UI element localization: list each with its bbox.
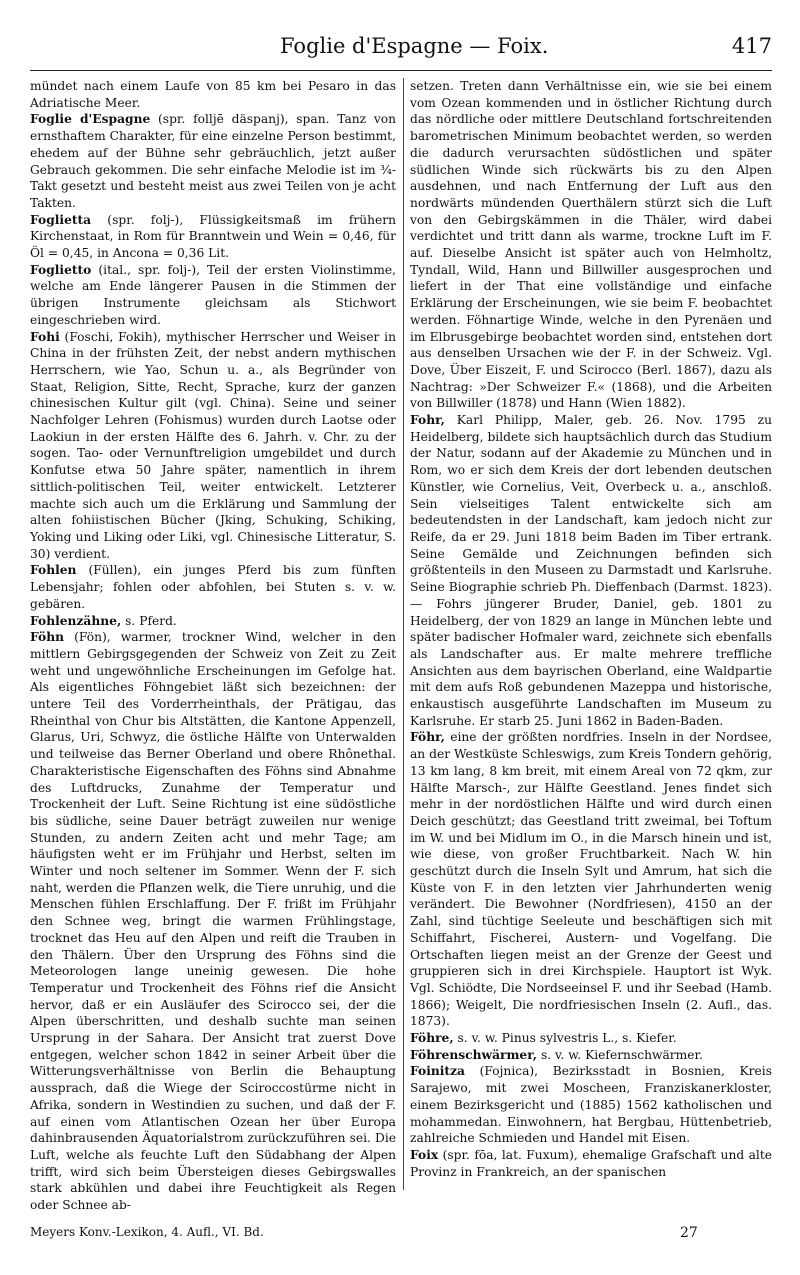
entry-headword: Föhn: [30, 629, 65, 645]
entry-headword: Fohi: [30, 328, 60, 344]
entry-text: setzen. Treten dann Verhältnisse ein, wie sie bei einem vom Ozean kommenden und in östlicher Richtung durch das nördliche oder mittlere Deutschland fortschreitenden barometrischen Minimum beobachtet werden, so werden die dadurch verursachten südöstlichen und später südlichen Winde sich rückwärts bis zu den Alpen ausdehnen, und nach Entfernung der Luft aus den nordwärts mündenden Querthälern stürzt sich die Luft von den Gebirgskämmen in die Thäler, wird dabei verdichtet und tritt dann als warme, trockne Luft im F. auf. Dieselbe Ansicht ist später auch von Helmholtz, Tyndall, Wild, Hann und Billwiller ausgesprochen und liefert in der That eine vollständige und einfache Erklärung der Erscheinungen, wie sie beim F. beobachtet werden. Föhnartige Winde, welche in den Pyrenäen und im Elbrusgebirge beobachtet worden sind, entstehen dort aus denselben Ursachen wie der F. in der Schweiz. Vgl. Dove, Über Eiszeit, F. und Scirocco (Berl. 1867), dazu als Nachtrag: »Der Schweizer F.« (1868), und die Arbeiten von Billwiller (1878) und Hann (Wien 1882).: [410, 79, 772, 411]
page-number: 417: [731, 34, 772, 58]
entry-headword: Foglietto: [30, 261, 92, 277]
publisher-line: Meyers Konv.-Lexikon, 4. Aufl., VI. Bd.: [30, 1225, 264, 1239]
right-column: [410, 78, 772, 1180]
entry-headword: Foglie d'Espagne: [30, 111, 151, 127]
entry: [30, 562, 396, 612]
entry: [410, 1047, 772, 1064]
entry-text: s. Pferd.: [121, 613, 177, 628]
page-header: [30, 30, 772, 71]
entry-headword: Föhr,: [410, 729, 445, 745]
dictionary-page: [30, 0, 772, 1275]
entry: [30, 613, 396, 630]
entry-text: (Fön), warmer, trockner Wind, welcher in den mittlern Gebirgsgegenden der Schweiz von Zeit zu Zeit weht und ungewöhnliche Erscheinungen im Gefolge hat. Als eigentliches Föhngebiet läßt sich bezeichnen: der untere Teil des Vorderrheinthals, der Prätigau, das Rheinthal von Chur bis Altstätten, die Kantone Appenzell, Glarus, Uri, Schwyz, die östliche Hälfte von Unterwalden und teilweise das Berner Oberland und obere Rhônethal. Charakteristische Eigenschaften des Föhns sind Abnahme des Luftdrucks, Zunahme der Temperatur und Trockenheit der Luft. Seine Richtung ist eine südöstliche bis südliche, seine Dauer beträgt zuweilen nur wenige Stunden, zu andern Zeiten acht und mehr Tage; am häufigsten weht er im Frühjahr und Herbst, selten im Winter und noch seltener im Sommer. Wenn der F. sich naht, werden die Pflanzen welk, die Tiere unruhig, und die Menschen fühlen Erschlaffung. Der F. frißt im Frühjahr den Schnee weg, bringt die warmen Frühlingstage, trocknet das Heu auf den Alpen und reift die Trauben in den Thälern. Über den Ursprung des Föhns sind die Meteorologen lange uneinig gewesen. Die hohe Temperatur und Trockenheit des Föhns rief die Ansicht hervor, daß er ein Ausläufer des Scirocco sei, der die Alpen überschritten, und deshalb suchte man seinen Ursprung in der Sahara. Der Ansicht trat zuerst Dove entgegen, welcher schon 1842 in seiner Arbeit über die Witterungsverhältnisse von Berlin die Behauptung aussprach, daß die Wiege der Sciroccostürme nicht in Afrika, sondern in Westindien zu suchen, und daß der F. auf einen vom Atlantischen Ozean her über Europa dahinbrausenden Äquatorialstrom zurückzuführen sei. Die Luft, welche als feuchte Luft den Südabhang der Alpen trifft, wird sich beim Übersteigen dieses Gebirgswalles stark abkühlen und dabei ihre Feuchtigkeit als Regen oder Schnee ab-: [30, 630, 396, 1213]
entry: [410, 78, 772, 412]
entry: [410, 412, 772, 729]
entry: [410, 1063, 772, 1147]
entry-text: (spr. folj-), Flüssigkeitsmaß im frühern Kirchenstaat, in Rom für Branntwein und Wein = 0,46, für Öl = 0,45, in Ancona = 0,36 Lit.: [30, 212, 396, 261]
entry-text: (Fojnica), Bezirksstadt in Bosnien, Kreis Sarajewo, mit zwei Moscheen, Franziskanerkloster, einem Bezirksgericht und (1885) 1562 katholischen und mohammedan. Einwohnern, hat Bergbau, Hüttenbetrieb, zahlreiche Schmieden und Handel mit Eisen.: [410, 1064, 772, 1146]
entry: [30, 111, 396, 211]
column-divider: [403, 78, 404, 1190]
entry-text: s. v. w. Kiefernschwärmer.: [537, 1047, 703, 1062]
entry-headword: Föhrenschwärmer,: [410, 1046, 538, 1062]
entry-text: (Füllen), ein junges Pferd bis zum fünften Lebensjahr; fohlen oder abfohlen, bei Stuten s. v. w. gebären.: [30, 563, 396, 611]
entry: [30, 78, 396, 111]
entry-text: s. v. w. Pinus sylvestris L., s. Kiefer.: [453, 1031, 677, 1046]
entry-text: (Foschi, Fokih), mythischer Herrscher und Weiser in China in der frühsten Zeit, der nebst andern mythischen Herrschern, wie Yao, Schun u. a., als Begründer von Staat, Religion, Sitte, Recht, Sprache, kurz der ganzen chinesischen Kultur gilt (vgl. China). Seine und seiner Nachfolger Lehren (Fohismus) wurden durch Laotse oder Laokiun in der ersten Hälfte des 6. Jahrh. v. Chr. zu der sogen. Tao- oder Vernunftreligion umgebildet und durch Konfutse etwa 50 Jahre später, namentlich in ihrem sittlich-politischen Teil, weiter entwickelt. Letzterer machte sich auch um die Erklärung und Sammlung der alten fohiistischen Bücher (Jking, Schuking, Schiking, Yoking und Liking oder Liki, vgl. Chinesische Litteratur, S. 30) verdient.: [30, 329, 396, 561]
entry-text: eine der größten nordfries. Inseln in der Nordsee, an der Westküste Schleswigs, zum Kreis Tondern gehörig, 13 km lang, 8 km breit, mit einem Areal von 72 qkm, zur Hälfte Marsch-, zur Hälfte Geestland. Jenes findet sich mehr in der nordöstlichen Hälfte und wird durch einen Deich geschützt; das Geestland tritt zweimal, bei Toftum im W. und bei Midlum im O., in die Marsch hinein und ist, wie diese, von großer Fruchtbarkeit. Nach W. hin geschützt durch die Inseln Sylt und Amrum, hat sich die Küste von F. in den letzten vier Jahrhunderten wenig verändert. Die Bewohner (Nordfriesen), 4150 an der Zahl, sind tüchtige Seeleute und beschäftigen sich mit Schiffahrt, Fischerei, Austern- und Vogelfang. Die Ortschaften liegen meist an der Grenze der Geest und gruppieren sich in drei Kirchspiele. Hauptort ist Wyk. Vgl. Schiödte, Die Nordseeinsel F. und ihr Seebad (Hamb. 1866); Weigelt, Die nordfriesischen Inseln (2. Aufl., das. 1873).: [410, 730, 772, 1029]
left-column: [30, 78, 396, 1214]
entry-headword: Fohlenzähne,: [30, 612, 122, 628]
entry: [30, 329, 396, 563]
entry-text: Karl Philipp, Maler, geb. 26. Nov. 1795 zu Heidelberg, bildete sich hauptsächlich durch das Studium der Natur, sodann auf der Akademie zu München und in Rom, wo er sich dem Kreis der dort lebenden deutschen Künstler, wie Cornelius, Veit, Overbeck u. a., anschloß. Sein vielseitiges Talent entwickelte sich am bedeutendsten in der Landschaft, kam jedoch nicht zur Reife, da er 29. Juni 1818 beim Baden im Tiber ertrank. Seine Gemälde und Zeichnungen befinden sich größtenteils in den Museen zu Darmstadt und Karlsruhe. Seine Biographie schrieb Ph. Dieffenbach (Darmst. 1823). — Fohrs jüngerer Bruder, Daniel, geb. 1801 zu Heidelberg, der von 1829 an lange in München lebte und später badischer Hofmaler ward, zeichnete sich ebenfalls als Landschafter aus. Er malte mehrere treffliche Ansichten aus dem bayrischen Oberland, eine Waldpartie mit dem aufs Roß gebundenen Mazeppa und historische, enkaustisch ausgeführte Landschaften im Museum zu Karlsruhe. Er starb 25. Juni 1862 in Baden-Baden.: [410, 413, 772, 728]
entry-headword: Föhre,: [410, 1030, 454, 1046]
entry: [410, 729, 772, 1030]
entry: [410, 1030, 772, 1047]
entry: [30, 262, 396, 329]
entry: [30, 212, 396, 262]
entry-headword: Fohr,: [410, 412, 445, 428]
entry: [30, 629, 396, 1214]
entry-headword: Foinitza: [410, 1063, 465, 1079]
entry-text: mündet nach einem Laufe von 85 km bei Pesaro in das Adriatische Meer.: [30, 79, 396, 110]
entry-headword: Foglietta: [30, 211, 92, 227]
entry-text: (spr. fōa, lat. Fuxum), ehemalige Grafschaft und alte Provinz in Frankreich, an der spanischen: [410, 1148, 772, 1179]
entry-headword: Fohlen: [30, 562, 77, 578]
entry-text: (spr. folljē däspanj), span. Tanz von ernsthaftem Charakter, für eine einzelne Person bestimmt, ehedem auf der Bühne sehr gebräuchlich, jetzt außer Gebrauch gekommen. Die sehr einfache Melodie ist im ¾-Takt gesetzt und besteht meist aus zwei Teilen von je acht Takten.: [30, 112, 397, 210]
running-title: Foglie d'Espagne — Foix.: [280, 34, 549, 58]
signature-mark: 27: [680, 1225, 698, 1241]
entry: [410, 1147, 772, 1180]
entry-headword: Foix: [410, 1147, 439, 1162]
entry-text: (ital., spr. folj-), Teil der ersten Violinstimme, welche am Ende längerer Pausen in die Stimmen der übrigen Instrumente gleichsam als Stichwort eingeschrieben wird.: [30, 262, 396, 327]
